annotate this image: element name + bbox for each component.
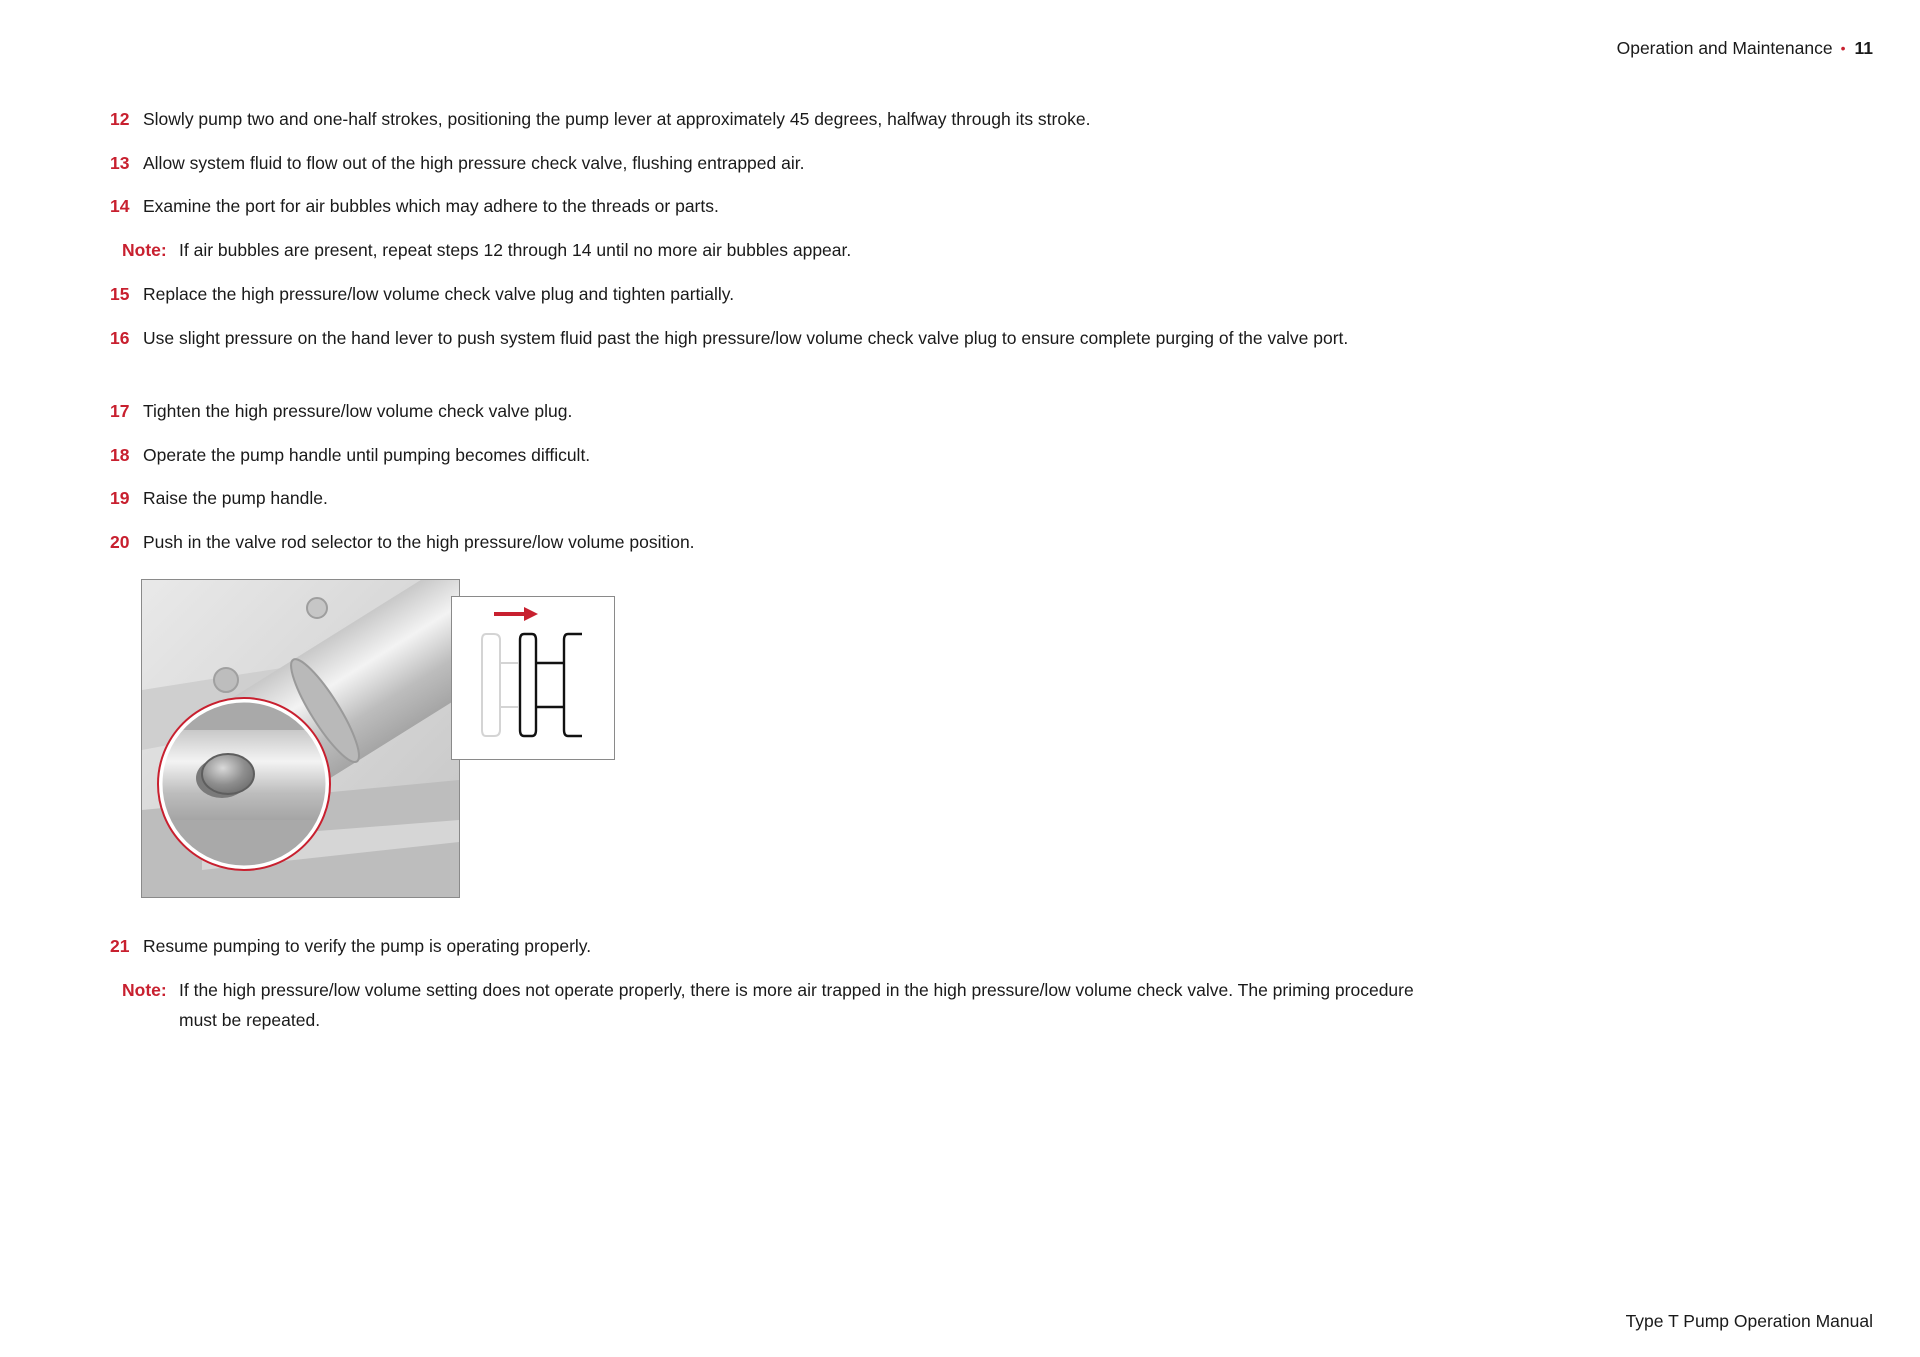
step-text: Slowly pump two and one-half strokes, positioning the pump lever at approximately 45 degrees, halfway through its stroke. bbox=[143, 109, 1091, 129]
step-number: 12 bbox=[110, 109, 130, 129]
step-text: Replace the high pressure/low volume check valve plug and tighten partially. bbox=[143, 284, 735, 304]
step-16 bbox=[110, 323, 1430, 353]
step-text: Raise the pump handle. bbox=[143, 488, 328, 508]
step-20 bbox=[110, 527, 1430, 557]
note-text: If air bubbles are present, repeat steps 12 through 14 until no more air bubbles appear. bbox=[179, 240, 852, 260]
pump-photo-illustration bbox=[142, 580, 459, 897]
step-number: 14 bbox=[110, 196, 130, 216]
step-number: 19 bbox=[110, 488, 130, 508]
step-text: Examine the port for air bubbles which may adhere to the threads or parts. bbox=[143, 196, 719, 216]
step-12 bbox=[110, 104, 1430, 134]
valve-rod-selector-photo bbox=[141, 579, 460, 898]
step-text: Operate the pump handle until pumping becomes difficult. bbox=[143, 445, 591, 465]
note-label: Note: bbox=[122, 980, 167, 1000]
step-text: Tighten the high pressure/low volume check valve plug. bbox=[143, 401, 573, 421]
step-14 bbox=[110, 191, 1430, 221]
valve-position-diagram bbox=[451, 596, 615, 760]
step-text: Use slight pressure on the hand lever to push system fluid past the high pressure/low volume check valve plug to ensure complete purging of the valve port. bbox=[143, 328, 1349, 348]
step-text: Resume pumping to verify the pump is operating properly. bbox=[143, 936, 592, 956]
step-18 bbox=[110, 440, 1430, 470]
step-number: 15 bbox=[110, 284, 130, 304]
page-header bbox=[1617, 38, 1873, 59]
manual-title: Type T Pump Operation Manual bbox=[1625, 1311, 1873, 1331]
step-17 bbox=[110, 396, 1430, 426]
header-separator: • bbox=[1840, 39, 1846, 56]
step-13 bbox=[110, 148, 1430, 178]
step-number: 17 bbox=[110, 401, 130, 421]
note-text: If the high pressure/low volume setting does not operate properly, there is more air trapped in the high pressure/low volume check valve. The priming procedure must be repeated. bbox=[179, 980, 1414, 1030]
step-21 bbox=[110, 931, 1430, 961]
step-text: Push in the valve rod selector to the high pressure/low volume position. bbox=[143, 532, 695, 552]
valve-rod-diagram bbox=[452, 597, 614, 759]
step-number: 21 bbox=[110, 936, 130, 956]
note bbox=[122, 235, 1432, 265]
arrow-right-icon bbox=[494, 607, 538, 621]
step-number: 13 bbox=[110, 153, 130, 173]
step-number: 18 bbox=[110, 445, 130, 465]
step-15 bbox=[110, 279, 1430, 309]
step-text: Allow system fluid to flow out of the high pressure check valve, flushing entrapped air. bbox=[143, 153, 805, 173]
step-19 bbox=[110, 483, 1430, 513]
section-title: Operation and Maintenance bbox=[1616, 38, 1833, 58]
step-number: 16 bbox=[110, 328, 130, 348]
page-footer bbox=[1626, 1311, 1873, 1332]
note-label: Note: bbox=[122, 240, 167, 260]
page-number: 11 bbox=[1854, 38, 1873, 58]
note bbox=[122, 975, 1432, 1035]
step-number: 20 bbox=[110, 532, 130, 552]
